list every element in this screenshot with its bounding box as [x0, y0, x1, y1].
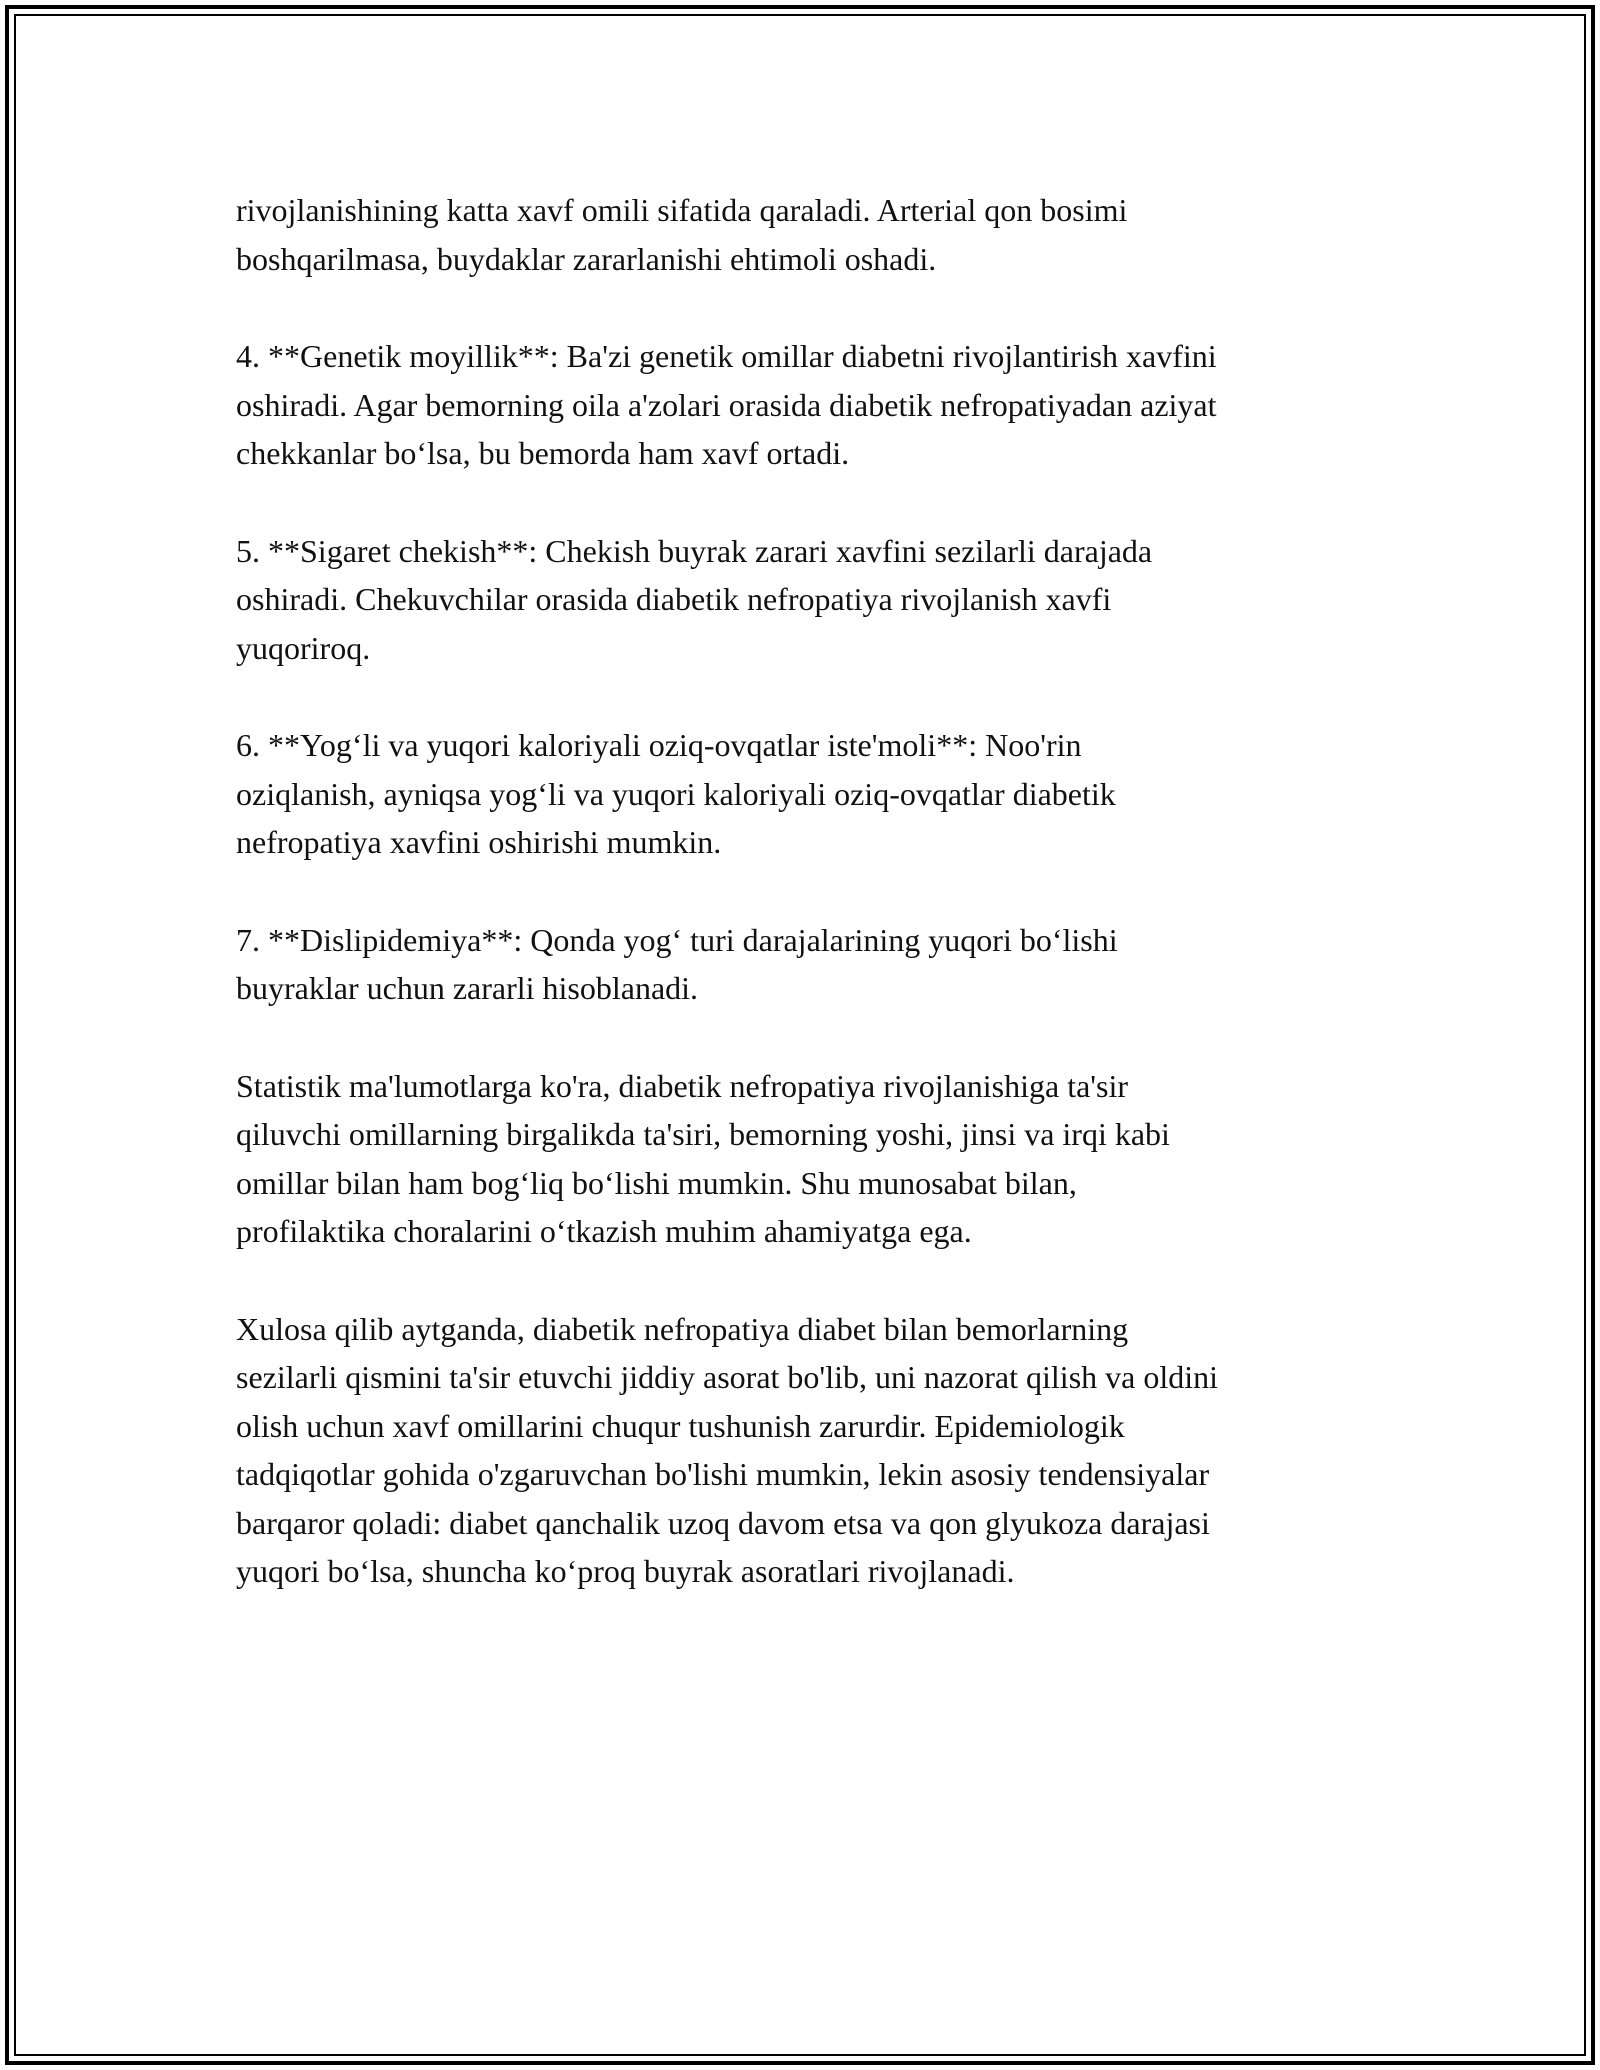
paragraph-item-5-smoking: 5. **Sigaret chekish**: Chekish buyrak zarari xavfini sezilarli darajada oshiradi. Chekuvchilar orasida diabetik nefropatiya rivojlanish xavfi yuqoriroq. — [236, 532, 1153, 666]
paragraph-statistics: Statistik ma'lumotlarga ko'ra, diabetik nefropatiya rivojlanishiga ta'sir qiluvchi omillarning birgalikda ta'siri, bemorning yoshi, jinsi va irqi kabi omillar bilan ham bog‘liq bo‘lishi mumkin. Shu munosabat bilan, profilaktika choralarini o‘tkazish muhim ahamiyatga ega. — [236, 1067, 1170, 1249]
paragraph-conclusion: Xulosa qilib aytganda, diabetik nefropatiya diabet bilan bemorlarning sezilarli qismini ta'sir etuvchi jiddiy asorat bo'lib, uni nazorat qilish va oldini olish uchun xavf omillarini chuqur tushunish zarurdir. Epidemiologik tadqiqotlar gohida o'zgaruvchan bo'lishi mumkin, lekin asosiy tendensiyalar barqaror qoladi: diabet qanchalik uzoq davom etsa va qon glyukoza darajasi yuqori bo‘lsa, shuncha ko‘proq buyrak asoratlari rivojlanadi. — [236, 1310, 1219, 1589]
paragraph-item-4-genetic: 4. **Genetik moyillik**: Ba'zi genetik omillar diabetni rivojlantirish xavfini oshiradi. Agar bemorning oila a'zolari orasida diabetik nefropatiyadan aziyat chekkanlar bo‘lsa, bu bemorda ham xavf ortadi. — [236, 338, 1217, 471]
paragraph-item-7-dyslipidemia: 7. **Dislipidemiya**: Qonda yog‘ turi darajalarining yuqori bo‘lishi buyraklar uchun zararli hisoblanadi. — [236, 921, 1118, 1006]
paragraph-continuation: rivojlanishining katta xavf omili sifatida qaraladi. Arterial qon bosimi boshqarilmasa, buydaklar zararlanishi ehtimoli oshadi. — [236, 192, 1128, 277]
paragraph-item-6-diet: 6. **Yog‘li va yuqori kaloriyali oziq-ovqatlar iste'moli**: Noo'rin oziqlanish, ayniqsa yog‘li va yuqori kaloriyali oziq-ovqatlar diabetik nefropatiya xavfini oshirishi mumkin. — [236, 727, 1116, 860]
document-body — [236, 186, 1366, 1645]
